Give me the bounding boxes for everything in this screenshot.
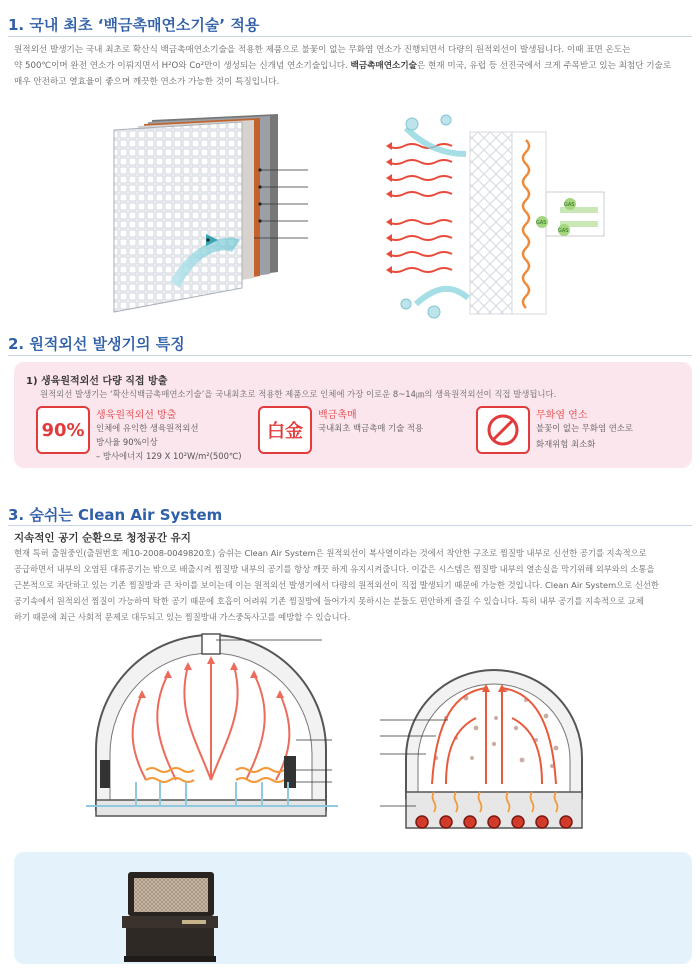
section1-paragraph (14, 42, 686, 90)
features-panel (14, 362, 692, 468)
section1-para-line2-a: 약 500℃이며 완전 연소가 이뤄지면서 H²O와 Co²만이 생성되는 신개념 연소기술입니다. (14, 61, 348, 71)
product-panel (14, 852, 692, 964)
gas-label-2: GAS (536, 220, 547, 226)
section1-title-highlight: ‘백금촉매연소기술’ (97, 16, 226, 34)
badge-platinum: 白金 (258, 406, 312, 454)
section3-divider (8, 525, 692, 526)
features-subtitle: 1) 생육원적외선 다량 직접 방출 (26, 376, 168, 387)
gas-label-3: GAS (558, 228, 569, 234)
section3-line3: 근본적으로 차단하고 있는 기존 찜질방과 큰 차이를 보이는데 이는 원적외선 발생기에서 다량의 원적외선이 직접 발생되기 때문에 가능한 것입니다. Clean Air System으로 신선한 (14, 580, 659, 590)
section1-para-line1: 원적외선 발생기는 국내 최초로 확산식 백금촉매연소기술을 적용한 제품으로 불꽃이 없는 무화염 연소가 진행되면서 다량의 원적외선이 발생됩니다. 이때 표면 온도는 (14, 45, 631, 55)
section3-line5: 하기 때문에 최근 사회적 문제로 대두되고 있는 찜질방내 가스중독사고를 예방할 수 있습니다. (14, 612, 351, 622)
section1-divider (8, 36, 692, 37)
clean-air-dome-diagram (76, 630, 346, 830)
conventional-dome-diagram (376, 648, 612, 848)
catalyst-panel-illustration (110, 112, 310, 322)
section1-title-suffix: 적용 (230, 16, 260, 34)
feature-infrared-line1: 인체에 유익한 생육원적외선 (96, 423, 199, 433)
section2-divider (8, 355, 692, 356)
section3-line1: 현재 특허 출원중인(출원번호 제10-2008-0049820호) 숨쉬는 Clean Air System은 원적외선이 복사열이라는 것에서 착안한 구조로 찜질방 내부로 신선한 공기를 지속적으로 (14, 548, 647, 558)
section1-para-line2-b: 은 현재 미국, 유럽 등 선진국에서 크게 주목받고 있는 최첨단 기술로 (416, 61, 672, 71)
infrared-heater-product-image (118, 866, 222, 964)
section3-subtitle: 지속적인 공기 순환으로 청정공간 유지 (14, 532, 191, 544)
badge-90-percent: 90% (36, 406, 90, 454)
section1-para-line2 (14, 58, 686, 74)
section1-para-line3: 매우 안전하고 열효율이 좋으며 깨끗한 연소가 가능한 것이 특징입니다. (14, 77, 280, 87)
feature-infrared-title: 생육원적외선 방출 (96, 410, 177, 421)
feature-flameless-line1: 불꽃이 없는 무화염 연소로 (536, 423, 633, 433)
feature-platinum-line1: 국내최초 백금촉매 기술 적용 (318, 423, 424, 433)
feature-infrared-line2: 방사율 90%이상 (96, 437, 158, 447)
section1-para-line2-bold: 백금촉매연소기술 (350, 61, 417, 71)
infrared-emission-illustration (376, 108, 606, 326)
section3-paragraph (14, 545, 686, 625)
gas-label-1: GAS (564, 202, 575, 208)
features-description: 원적외선 발생기는 ‘확산식백금촉매연소기술’을 국내최초로 적용한 제품으로 인체에 가장 이로운 8~14㎛의 생육원적외선이 직접 발생됩니다. (40, 389, 557, 399)
section2-title: 2. 원적외선 발생기의 특징 (8, 335, 185, 353)
feature-platinum-title: 백금촉매 (318, 410, 357, 421)
section3-line2: 공급하면서 내부의 오염된 대류공기는 밖으로 배출시켜 찜질방 내부의 공기를 항상 깨끗 하게 유지시켜줍니다. 이같은 시스템은 찜질방 내부의 열손실을 막기위해 외부와의 소통을 (14, 564, 655, 574)
feature-flameless-title: 무화염 연소 (536, 410, 588, 421)
section1-title-prefix: 1. 국내 최초 (8, 16, 93, 34)
feature-flameless-line2: 화재위험 최소화 (536, 439, 596, 449)
no-fire-icon (476, 406, 530, 454)
feature-infrared-line3: – 방사에너지 129 X 10²W/m²(500℃) (96, 451, 242, 461)
section1-title (8, 14, 259, 35)
section3-line4: 공기속에서 원적외선 찜질이 가능하여 탁한 공기 때문에 호흡이 어려워 기존 찜질방에 들어가지 못하시는 분들도 편안하게 즐길 수 있습니다. 특히 내부 공기를 지속적으로 교체 (14, 596, 644, 606)
section3-title: 3. 숨쉬는 Clean Air System (8, 506, 223, 524)
